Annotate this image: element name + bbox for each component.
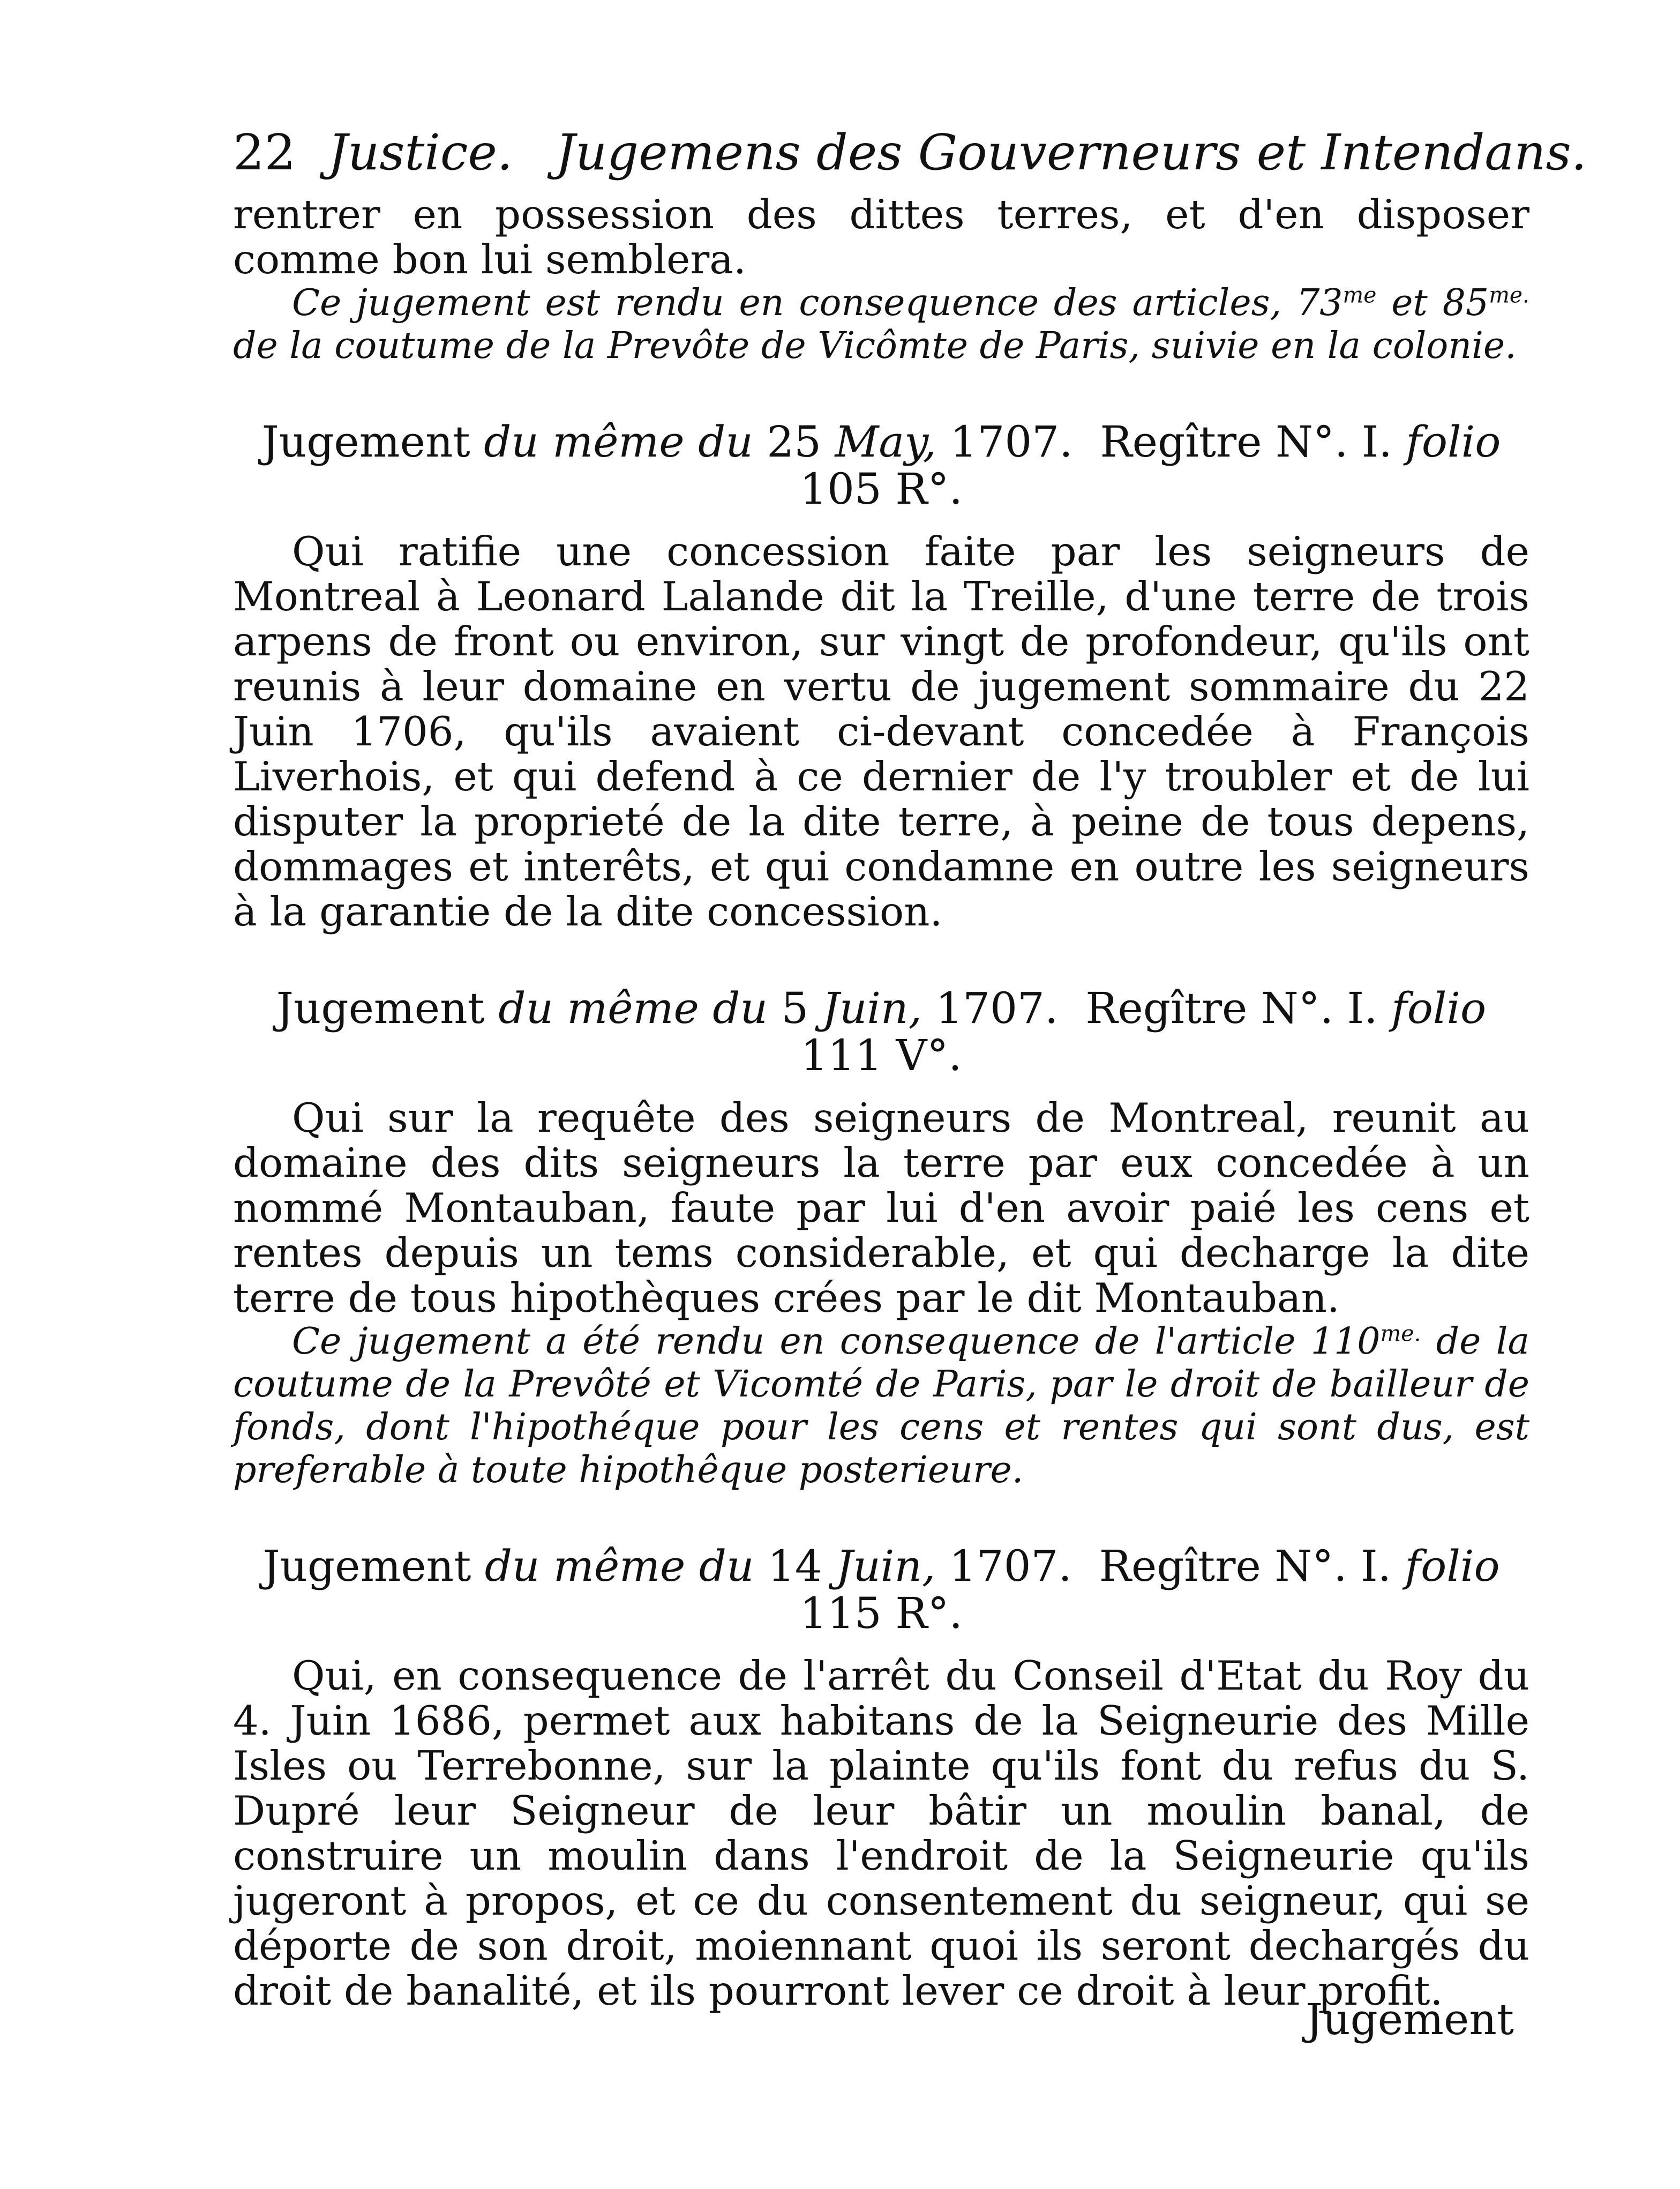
entry-lead: Jugement [276,983,485,1033]
entry-date: 25 [767,417,822,467]
entry-italic: du même du [498,983,768,1033]
note-superscript: me. [1380,1320,1421,1347]
entry-note [233,1320,1529,1492]
note-text: Ce jugement a été rendu en consequence de l'article 110 [292,1320,1381,1363]
entry-folio-label: folio [1405,1541,1500,1591]
running-header [233,123,1587,182]
entry-folio: 115 R°. [800,1588,963,1638]
entry-italic: du même du [484,1541,754,1591]
note-superscript: me [1342,282,1377,308]
entry-date: 14 [767,1541,822,1591]
entry-year: 1707. [935,983,1059,1033]
entry-month: Juin, [822,983,922,1033]
entry-heading [233,1543,1529,1637]
note-text: de la coutume de la Prevôté et Vicomté de Paris, par le droit de bailleur de fonds, dont l'hipothéque pour les cens et rentes qui sont dus, est preferable à toute hipothêque posterieure. [233,1320,1529,1491]
entry-folio-label: folio [1391,983,1487,1033]
entry-year: 1707. [949,1541,1072,1591]
entry-register: Regître N°. I. [1085,983,1378,1033]
header-title: Jugemens des Gouverneurs et Intendans. [556,124,1587,181]
page-number: 22 [233,124,296,181]
entry-month: May, [835,417,937,467]
entry-heading [233,985,1529,1079]
entry-italic: du même du [484,417,753,467]
entry-lead: Jugement [262,1541,471,1591]
entry-year: 1707. [950,417,1073,467]
entry-date: 5 [781,983,809,1033]
entry-heading [233,419,1529,513]
entry-text: Qui sur la requête des seigneurs de Montreal, reunit au domaine des dits seigneurs la terre par eux concedée à un nommé Montauban, faute par lui d'en avoir paié les cens et rentes depuis un tems considerable, et qui decharge la dite terre de tous hipothèques crées par le dit Montauban. [233,1094,1529,1321]
note-superscript: me. [1489,282,1529,308]
page [233,123,1587,2014]
catchword: Jugement [1305,1994,1514,2044]
opening-paragraph: rentrer en possession des dittes terres, et d'en disposer comme bon lui semblera. [233,191,1529,283]
entry-text: Qui, en consequence de l'arrêt du Conseil d'Etat du Roy du 4. Juin 1686, permet aux habitans de la Seigneurie des Mille Isles ou Terrebonne, sur la plainte qu'ils font du refus du S. Dupré leur Seigneur de leur bâtir un moulin banal, de construire un moulin dans l'endroit de la Seigneurie qu'ils jugeront à propos, et ce du consentement du seigneur, qui se déporte de son droit, moiennant quoi ils seront dechargés du droit de banalité, et ils pourront lever ce droit à leur profit. [233,1652,1529,2014]
entry-register: Regître N°. I. [1100,417,1392,467]
note-text: et 85 [1376,282,1489,324]
entry-month: Juin, [836,1541,936,1591]
entry-folio: 105 R°. [800,464,963,514]
entry-folio-label: folio [1406,417,1501,467]
entry-lead: Jugement [261,417,470,467]
entry-folio: 111 V°. [800,1030,962,1080]
opening-note [233,282,1529,368]
entry-text: Qui ratifie une concession faite par les seigneurs de Montreal à Leonard Lalande dit la Treille, d'une terre de trois arpens de front ou environ, sur vingt de profondeur, qu'ils ont reunis à leur domaine en vertu de jugement sommaire du 22 Juin 1706, qu'ils avaient ci-devant concedée à François Liverhois, et qui defend à ce dernier de l'y troubler et de lui disputer la proprieté de la dite terre, à peine de tous depens, dommages et interêts, et qui condamne en outre les seigneurs à la garantie de la dite concession. [233,528,1529,935]
note-text: Ce jugement est rendu en consequence des articles, 73 [292,282,1343,324]
note-text: de la coutume de la Prevôte de Vicômte de Paris, suivie en la colonie. [233,325,1517,367]
entry-register: Regître N°. I. [1099,1541,1392,1591]
section-title: Justice. [328,124,513,181]
